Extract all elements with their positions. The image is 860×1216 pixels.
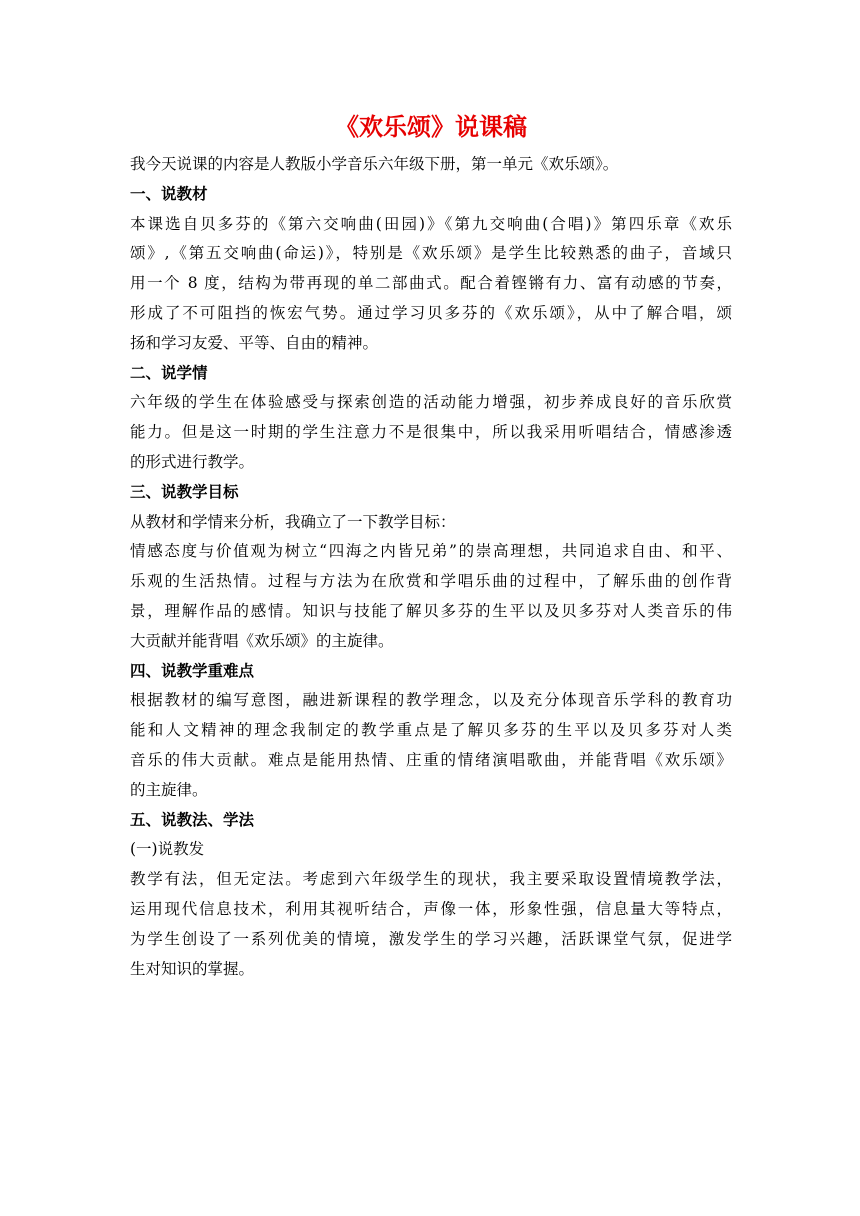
section-heading-methods: 五、说教法、学法 <box>130 810 255 829</box>
paragraph-line: 从教材和学情来分析，我确立了一下教学目标： <box>130 512 456 531</box>
paragraph-line: 情感态度与价值观为树立“四海之内皆兄弟”的崇高理想，共同追求自由、和平、 <box>130 542 732 561</box>
paragraph-line: 颂》,《第五交响曲(命运)》，特别是《欢乐颂》是学生比较熟悉的曲子，音域只 <box>130 244 732 263</box>
paragraph-line: 乐观的生活热情。过程与方法为在欣赏和学唱乐曲的过程中，了解乐曲的创作背 <box>130 572 732 591</box>
paragraph-line: 的形式进行教学。 <box>130 452 255 471</box>
paragraph-line: 六年级的学生在体验感受与探索创造的活动能力增强，初步养成良好的音乐欣赏 <box>130 393 732 412</box>
paragraph-line: 能力。但是这一时期的学生注意力不是很集中，所以我采用听唱结合，情感渗透 <box>130 423 732 442</box>
paragraph-line: 能和人文精神的理念我制定的教学重点是了解贝多芬的生平以及贝多芬对人类 <box>130 721 732 740</box>
intro-paragraph: 我今天说课的内容是人教版小学音乐六年级下册，第一单元《欢乐颂》。 <box>130 155 619 173</box>
paragraph-line: 根据教材的编写意图，融进新课程的教学理念，以及充分体现音乐学科的教育功 <box>130 691 732 710</box>
paragraph-line: 生对知识的掌握。 <box>130 959 255 978</box>
paragraph-line: 运用现代信息技术，利用其视听结合，声像一体，形象性强，信息量大等特点， <box>130 899 732 918</box>
section-paragraph-objectives-intro <box>130 508 732 538</box>
paragraph-line: 为学生创设了一系列优美的情境，激发学生的学习兴趣，活跃课堂气氛，促进学 <box>130 929 732 948</box>
paragraph-line: 用一个 8 度，结构为带再现的单二部曲式。配合着铿锵有力、富有动感的节奏， <box>130 274 732 293</box>
section-paragraph-methods <box>130 865 732 984</box>
paragraph-line: 形成了不可阻挡的恢宏气势。通过学习贝多芬的《欢乐颂》，从中了解合唱，颂 <box>130 303 732 322</box>
section-paragraph-textbook <box>130 210 732 359</box>
paragraph-line: 扬和学习友爱、平等、自由的精神。 <box>130 333 379 352</box>
section-paragraph-key-points <box>130 686 732 805</box>
section-heading-objectives: 三、说教学目标 <box>130 482 239 501</box>
paragraph-line: 教学有法，但无定法。考虑到六年级学生的现状，我主要采取设置情境教学法， <box>130 870 732 889</box>
section-heading-textbook: 一、说教材 <box>130 184 208 203</box>
paragraph-line: 本课选自贝多芬的《第六交响曲(田园)》《第九交响曲(合唱)》第四乐章《欢乐 <box>130 214 732 233</box>
section-paragraph-students <box>130 388 732 477</box>
paragraph-line: 的主旋律。 <box>130 780 208 799</box>
paragraph-line: 大贡献并能背唱《欢乐颂》的主旋律。 <box>130 631 394 650</box>
paragraph-line: 音乐的伟大贡献。难点是能用热情、庄重的情绪演唱歌曲，并能背唱《欢乐颂》 <box>130 750 732 769</box>
document-body <box>130 108 732 984</box>
section-heading-key-points: 四、说教学重难点 <box>130 661 255 680</box>
paragraph-line: 景，理解作品的感情。知识与技能了解贝多芬的生平以及贝多芬对人类音乐的伟 <box>130 601 732 620</box>
section-paragraph-objectives <box>130 537 732 656</box>
document-title: 《欢乐颂》说课稿 <box>335 113 527 141</box>
section-heading-students: 二、说学情 <box>130 363 208 382</box>
subsection-heading-teaching-method: (一)说教发 <box>130 840 205 859</box>
